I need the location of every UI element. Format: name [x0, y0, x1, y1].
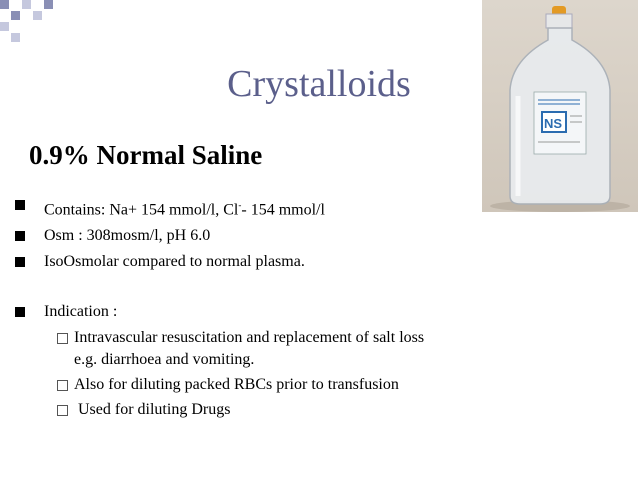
decorative-checker-pattern: [0, 0, 60, 40]
square-bullet-icon: [15, 257, 25, 267]
bullet-indication: Indication :: [14, 301, 484, 323]
hollow-square-bullet-icon: [57, 405, 68, 416]
bottle-label-text: NS: [544, 116, 563, 131]
slide-subtitle: 0.9% Normal Saline: [29, 140, 263, 170]
bullet-isoosmolar: IsoOsmolar compared to normal plasma.: [14, 251, 484, 273]
bullet-list: [14, 194, 484, 424]
sub-bullet-diluting-drugs: Used for diluting Drugs: [14, 399, 484, 421]
bullet-contains: Contains: Na+ 154 mmol/l, Cl-- 154 mmol/l: [14, 194, 484, 221]
saline-bottle-photo: [482, 0, 638, 212]
sub-bullet-resuscitation: Intravascular resuscitation and replacement of salt loss e.g. diarrhoea and vomiting.: [14, 327, 484, 371]
square-bullet-icon: [15, 307, 25, 317]
square-bullet-icon: [15, 200, 25, 210]
bullet-osm: Osm : 308mosm/l, pH 6.0: [14, 225, 484, 247]
slide-title: Crystalloids: [227, 63, 411, 105]
hollow-square-bullet-icon: [57, 380, 68, 391]
bottle-illustration: [482, 0, 638, 212]
hollow-square-bullet-icon: [57, 333, 68, 344]
square-bullet-icon: [15, 231, 25, 241]
sub-bullet-diluting-rbcs: Also for diluting packed RBCs prior to transfusion: [14, 374, 484, 396]
